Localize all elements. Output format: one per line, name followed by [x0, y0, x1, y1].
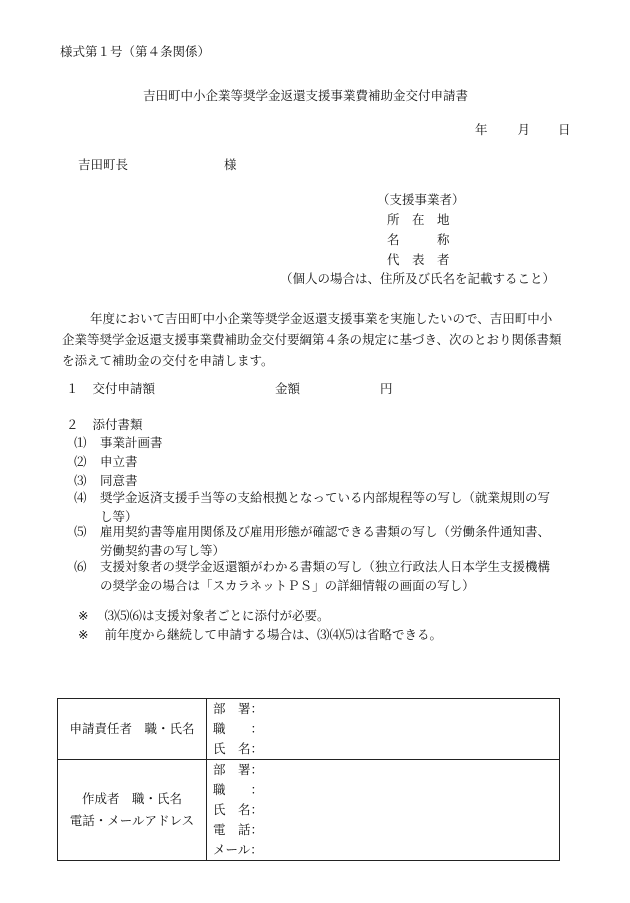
attachment-item [74, 522, 564, 560]
attachment-item-number: ⑷ [74, 490, 87, 505]
attachment-item-number: ⑶ [74, 473, 87, 488]
applicant-note: （個人の場合は、住所及び氏名を記載すること） [280, 271, 556, 286]
note-text: 前年度から継続して申請する場合は、⑶⑷⑸は省略できる。 [104, 627, 442, 642]
attachment-item-number: ⑹ [74, 559, 87, 574]
note-text: ⑶⑸⑹は支援対象者ごとに添付が必要。 [104, 608, 330, 623]
field-email[interactable]: メール： [213, 842, 263, 857]
body-text: 年度において吉田町中小企業等奨学金返還支援事業を実施したいので、吉田町中小企業等奨学金返還支援事業費補助金交付要綱第４条の規定に基づき、次のとおり関係書類を添えて補助金の交付を申請します。 [62, 311, 562, 368]
applicant-heading: （支援事業者） [377, 192, 465, 207]
field-phone[interactable]: 電 話： [213, 822, 264, 837]
attachment-item [74, 433, 564, 452]
addressee [78, 157, 237, 173]
note-mark: ※ [78, 627, 89, 642]
table-row [58, 760, 560, 861]
attachment-item-text: 雇用契約書等雇用関係及び雇用形態が確認できる書類の写し（労働条件通知書、労働契約書の写し等） [100, 524, 551, 558]
field-position[interactable]: 職 ： [213, 782, 264, 797]
field-name[interactable]: 氏 名： [213, 741, 264, 756]
attachment-item-text: 奨学金返済支援手当等の支給根拠となっている内部規程等の写し（就業規則の写し等） [100, 490, 551, 524]
date-day: 日 [558, 122, 571, 137]
addressee-honorific: 様 [224, 157, 237, 172]
amount-label: 金額 [275, 381, 301, 396]
note-1 [78, 608, 330, 624]
note-mark: ※ [78, 608, 89, 623]
section-1 [66, 381, 393, 397]
field-department[interactable]: 部 署： [213, 762, 264, 777]
attachment-item [74, 452, 564, 471]
document-title: 吉田町中小企業等奨学金返還支援事業費補助金交付申請書 [143, 88, 469, 103]
form-number: 様式第１号（第４条関係） [60, 44, 211, 59]
applicant-address-label: 所 在 地 [387, 212, 450, 227]
responsible-person-label: 申請責任者 職・氏名 [58, 699, 207, 760]
date-year: 年 [475, 122, 488, 137]
addressee-name: 吉田町長 [78, 157, 129, 172]
preparer-fields [207, 760, 560, 861]
section-2-number: ２ [66, 417, 79, 432]
attachment-item-text: 申立書 [100, 454, 138, 469]
attachment-item [74, 488, 564, 526]
applicant-name-label: 名 称 [387, 232, 450, 247]
section-1-number: １ [66, 381, 79, 396]
attachment-item [74, 557, 564, 595]
body-paragraph [62, 308, 562, 371]
amount-unit: 円 [380, 381, 393, 396]
contact-table [57, 698, 560, 861]
attachment-item-text: 同意書 [100, 473, 138, 488]
attachment-item-number: ⑸ [74, 524, 87, 539]
preparer-label-line1: 作成者 職・氏名 [81, 791, 182, 806]
section-2-label: 添付書類 [92, 417, 143, 432]
section-1-label: 交付申請額 [92, 381, 156, 396]
note-2 [78, 627, 442, 643]
date-line [475, 122, 571, 138]
attachment-item-text: 支援対象者の奨学金返還額がわかる書類の写し（独立行政法人日本学生支援機構の奨学金の場合は「スカラネットＰＳ」の詳細情報の画面の写し） [100, 559, 551, 593]
attachment-item-number: ⑴ [74, 435, 87, 450]
table-row [58, 699, 560, 760]
attachment-item-text: 事業計画書 [100, 435, 163, 450]
responsible-person-fields [207, 699, 560, 760]
field-department[interactable]: 部 署： [213, 701, 264, 716]
applicant-rep-label: 代 表 者 [387, 252, 450, 267]
preparer-label [58, 760, 207, 861]
attachment-item-number: ⑵ [74, 454, 87, 469]
field-position[interactable]: 職 ： [213, 721, 264, 736]
date-month: 月 [517, 122, 531, 137]
field-name[interactable]: 氏 名： [213, 802, 264, 817]
section-2 [66, 417, 143, 433]
preparer-label-line2: 電話・メールアドレス [69, 813, 195, 828]
